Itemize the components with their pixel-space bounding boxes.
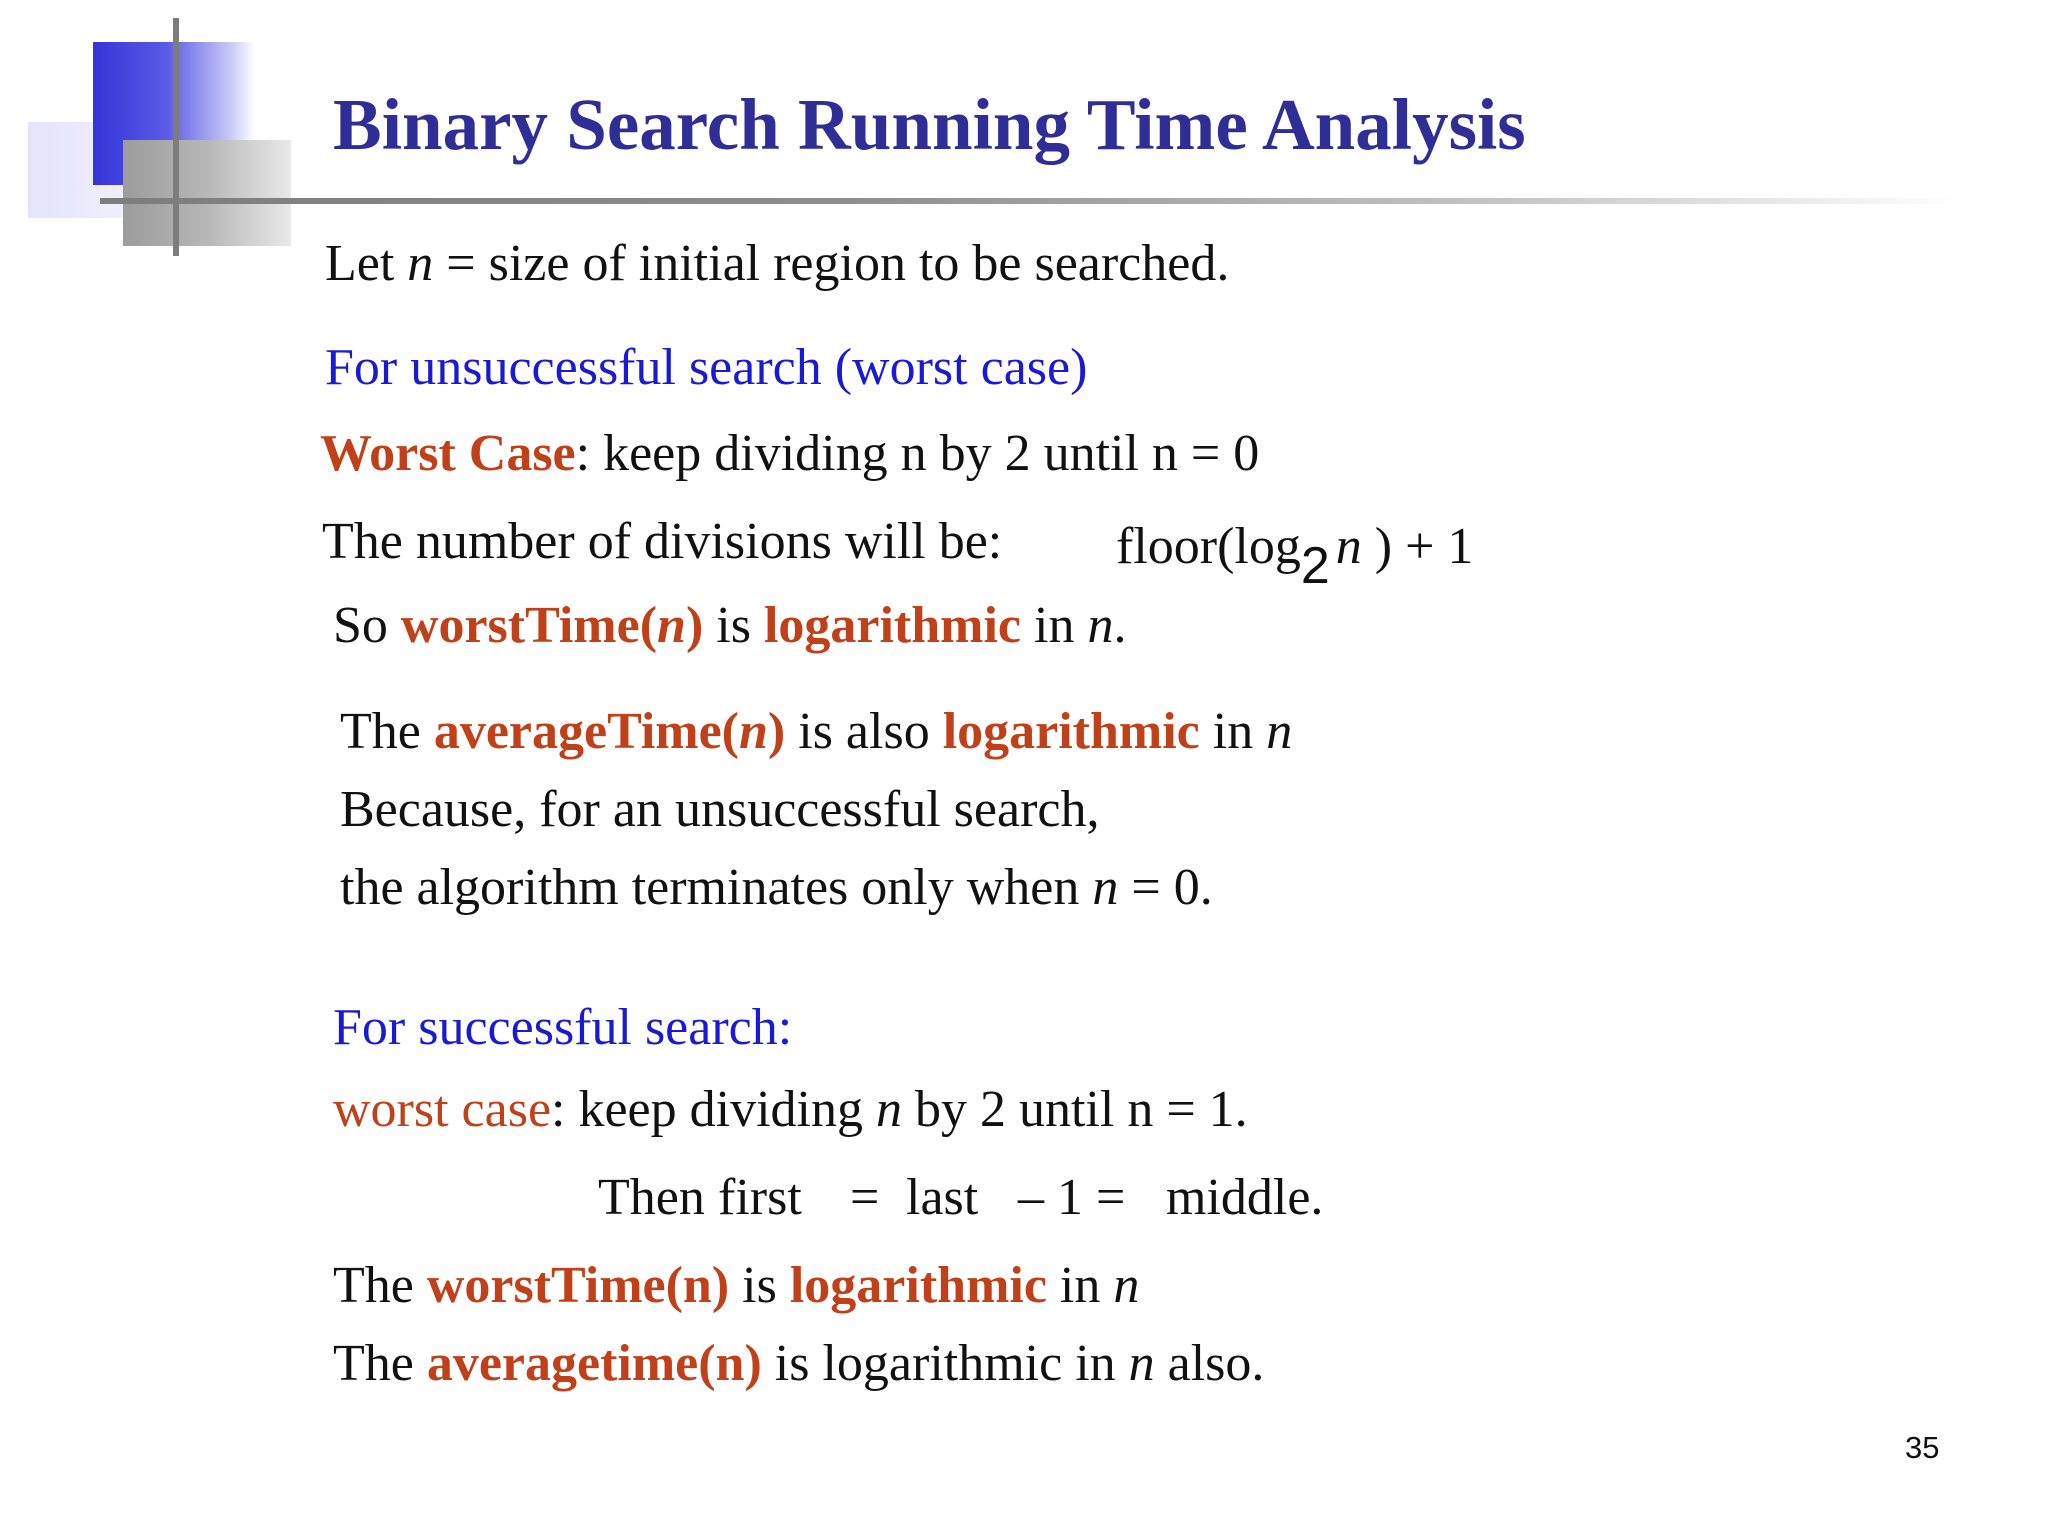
so-period: . — [1113, 597, 1127, 654]
success-worst-label: worst case — [333, 1081, 552, 1138]
worst-case-label: Worst Case — [320, 425, 576, 482]
so-line — [333, 597, 1127, 654]
last-word: last — [906, 1169, 979, 1226]
decor-vertical-rule — [173, 18, 179, 256]
divisions-formula — [1116, 518, 1474, 595]
averagetime-func: averagetime(n) — [426, 1335, 762, 1392]
average-n: n — [1266, 703, 1293, 760]
so-logarithmic: logarithmic — [763, 597, 1022, 654]
averagetime-the: The — [333, 1335, 427, 1392]
divisions-line — [322, 513, 1003, 570]
divisions-text: The number of divisions will be: — [322, 513, 1003, 570]
averagetime-also: also. — [1154, 1335, 1265, 1392]
page-number: 35 — [1905, 1430, 1940, 1465]
worsttime-func: worstTime(n) — [426, 1257, 730, 1314]
first-word: first — [718, 1169, 802, 1226]
averagetime-text: is logarithmic in — [761, 1335, 1129, 1392]
formula-n: n — [1335, 518, 1362, 575]
averagetime-n: n — [1128, 1335, 1155, 1392]
worsttime-line — [333, 1257, 1140, 1314]
formula-plus-one: ) + 1 — [1361, 518, 1474, 575]
success-worst-text: : keep dividing — [551, 1081, 876, 1138]
average-is-also: is also — [785, 703, 943, 760]
averagetime-line — [333, 1335, 1265, 1392]
worst-case-line — [320, 425, 1260, 482]
success-worst-n: n — [875, 1081, 902, 1138]
worsttime-the: The — [333, 1257, 427, 1314]
success-worst-line — [333, 1081, 1248, 1138]
so-in: in — [1021, 597, 1088, 654]
let-n: n — [407, 235, 434, 292]
success-worst-rest: by 2 until n = 1. — [901, 1081, 1248, 1138]
so-is: is — [703, 597, 764, 654]
average-line — [340, 703, 1293, 760]
average-logarithmic: logarithmic — [942, 703, 1200, 760]
minus-one-word: – 1 = — [1018, 1169, 1126, 1226]
average-the: The — [340, 703, 434, 760]
so-worsttime: worstTime(n) — [400, 597, 704, 654]
middle-word: middle. — [1166, 1169, 1324, 1226]
equals-word: = — [850, 1169, 880, 1226]
so-n: n — [1087, 597, 1114, 654]
title-underline — [100, 198, 1960, 204]
worsttime-n: n — [1113, 1257, 1140, 1314]
average-averagetime: averageTime(n) — [433, 703, 786, 760]
worsttime-is: is — [729, 1257, 790, 1314]
terminates-text: the algorithm terminates only when — [340, 859, 1093, 916]
terminates-rest: = 0. — [1118, 859, 1213, 916]
unsuccessful-heading: For unsuccessful search (worst case) — [325, 339, 1088, 396]
decor-square-gray — [123, 140, 291, 246]
average-in: in — [1199, 703, 1267, 760]
terminates-line — [340, 859, 1213, 916]
let-rest: = size of initial region to be searched. — [433, 235, 1230, 292]
so-text: So — [333, 597, 401, 654]
because-line: Because, for an unsuccessful search, — [340, 781, 1100, 838]
worsttime-logarithmic: logarithmic — [789, 1257, 1047, 1314]
let-text: Let — [325, 235, 408, 292]
then-word: Then — [598, 1169, 705, 1226]
worsttime-in: in — [1046, 1257, 1114, 1314]
formula-subscript: 2 — [1300, 537, 1330, 595]
worst-case-rest: : keep dividing n by 2 until n = 0 — [575, 425, 1260, 482]
slide-title: Binary Search Running Time Analysis — [333, 84, 1526, 165]
successful-heading: For successful search: — [333, 999, 793, 1056]
terminates-n: n — [1092, 859, 1119, 916]
formula-floor-log: floor(log — [1116, 518, 1301, 575]
let-line — [325, 235, 1230, 292]
